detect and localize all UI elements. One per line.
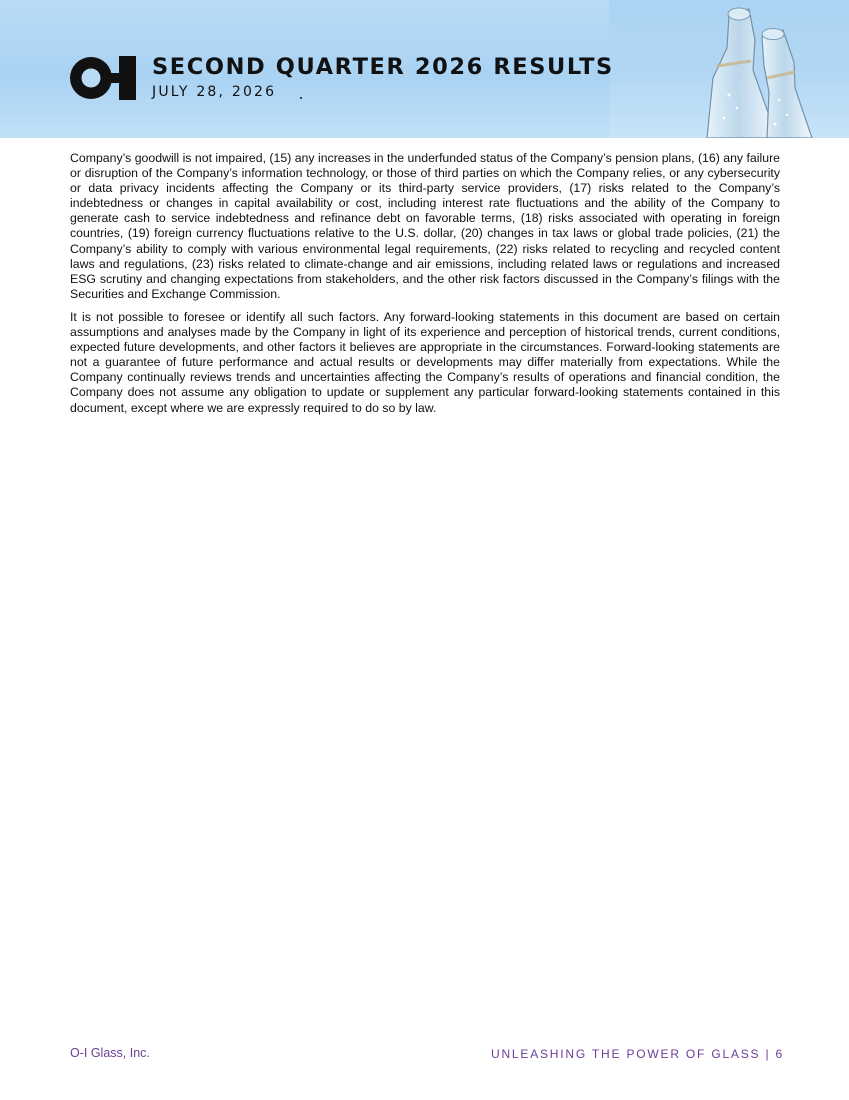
o-i-logo xyxy=(69,56,137,100)
decorative-dot xyxy=(300,97,302,99)
footer-tagline-page-number: UNLEASHING THE POWER OF GLASS | 6 xyxy=(490,1047,784,1061)
forward-looking-statements xyxy=(70,151,780,424)
paragraph-disclaimer: It is not possible to foresee or identify all such factors. Any forward-looking statements in this document are based on certain assumptions and analyses made by the Company in light of its experience and perception of historical trends, current conditions, expected future developments, and other factors it believes are appropriate in the circumstances. Forward-looking statements are not a guarantee of future performance and actual results or developments may differ materially from expectations. While the Company continually reviews trends and uncertainties affecting the Company’s results of operations and financial condition, the Company does not assume any obligation to update or supplement any particular forward-looking statements contained in this document, except where we are expressly required to do so by law. xyxy=(70,309,780,415)
paragraph-risk-factors: Company’s goodwill is not impaired, (15) any increases in the underfunded status of the Company’s pension plans, (16) any failure or disruption of the Company’s information technology, or those of third parties on which the Company relies, or any cybersecurity or data privacy incidents affecting the Company or its third-party service providers, (17) risks related to the Company’s indebtedness or changes in capital availability or cost, including interest rate fluctuations and the ability of the Company to generate cash to service indebtedness and refinance debt on favorable terms, (18) risks associated with operating in foreign countries, (19) foreign currency fluctuations relative to the U.S. dollar, (20) changes in tax laws or global trade policies, (21) the Company’s ability to comply with various environmental legal requirements, (22) risks related to recycling and recycled content laws and regulations, (23) risks related to climate-change and air emissions, including related laws or regulations and increased ESG scrutiny and changing expectations from stakeholders, and the other risk factors discussed in the Company’s filings with the Securities and Exchange Commission. xyxy=(70,151,780,301)
document-date: JULY 28, 2026 xyxy=(152,84,277,100)
header-banner xyxy=(0,0,849,138)
document-title: SECOND QUARTER 2026 RESULTS xyxy=(152,54,614,80)
footer-company-name: O-I Glass, Inc. xyxy=(70,1046,150,1060)
glass-bottles-photo xyxy=(609,0,849,138)
